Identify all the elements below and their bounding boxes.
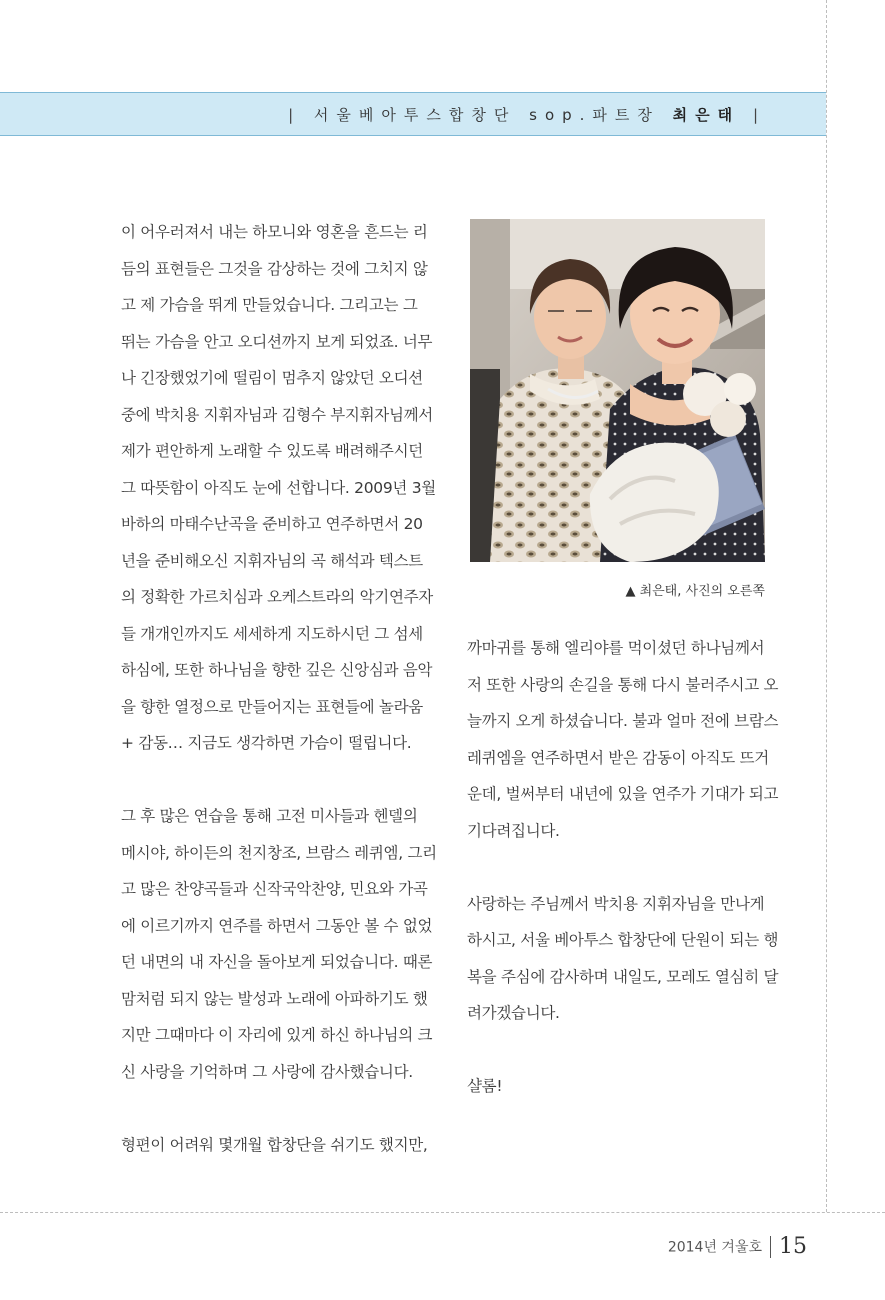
vertical-guide-line — [826, 0, 827, 1212]
header-divider-left: | — [288, 106, 302, 124]
header-role: sop.파트장 — [529, 106, 660, 124]
text-line: 까마귀를 통해 엘리야를 먹이셨던 하나님께서 — [467, 639, 765, 657]
text-line: 들 개개인까지도 세세하게 지도하시던 그 섬세 — [121, 624, 423, 643]
text-line: 뛰는 가슴을 안고 오디션까지 보게 되었죠. 너무 — [121, 332, 433, 351]
header-org: 서울베아투스합창단 — [313, 106, 517, 124]
paragraph-gap — [121, 762, 421, 799]
text-line: 메시야, 하이든의 천지창조, 브람스 레퀴엠, 그리 — [121, 843, 437, 862]
text-line: 하시고, 서울 베아투스 합창단에 단원이 되는 행 — [467, 931, 779, 949]
photo-caption: ▲ 최은태, 사진의 오른쪽 — [625, 584, 765, 599]
text-line: 고 제 가슴을 뛰게 만들었습니다. 그리고는 그 — [121, 296, 418, 314]
text-line: 이 어우러져서 내는 하모니와 영혼을 흔드는 리 — [121, 223, 428, 241]
text-line: 운데, 벌써부터 내년에 있을 연주가 기대가 되고 — [467, 785, 779, 803]
text-line: 바하의 마태수난곡을 준비하고 연주하면서 20 — [121, 515, 423, 533]
issue-label: 2014년 겨울호 — [667, 1239, 762, 1256]
text-line: 맘처럼 되지 않는 발성과 노래에 아파하기도 했 — [121, 989, 428, 1008]
text-line: 신 사랑을 기억하며 그 사랑에 감사했습니다. — [121, 1062, 413, 1081]
text-line: 제가 편안하게 노래할 수 있도록 배려해주시던 — [121, 442, 423, 460]
text-line: 년을 준비해오신 지휘자님의 곡 해석과 텍스트 — [121, 551, 423, 570]
text-line: 듬의 표현들은 그것을 감상하는 것에 그치지 않 — [121, 259, 428, 278]
photo-illustration — [470, 219, 765, 562]
paragraph-gap — [467, 849, 767, 886]
text-line: 에 이르기까지 연주를 하면서 그동안 볼 수 없었 — [121, 916, 433, 935]
text-line: 저 또한 사랑의 손길을 통해 다시 불러주시고 오 — [467, 675, 779, 694]
page-number: 15 — [779, 1234, 807, 1259]
horizontal-guide-line — [0, 1212, 885, 1213]
paragraph-gap — [121, 1090, 421, 1127]
text-line: 레퀴엠을 연주하면서 받은 감동이 아직도 뜨거 — [467, 748, 769, 767]
text-line: 지만 그때마다 이 자리에 있게 하신 하나님의 크 — [121, 1026, 433, 1044]
text-line: 고 많은 찬양곡들과 신작국악찬양, 민요와 가곡 — [121, 880, 428, 898]
header-author: 최은태 — [672, 106, 741, 124]
text-line: 복을 주심에 감사하며 내일도, 모레도 열심히 달 — [467, 967, 779, 986]
text-line: 늘까지 오게 하셨습니다. 불과 얼마 전에 브람스 — [467, 712, 779, 730]
text-line: + 감동… 지금도 생각하면 가슴이 떨립니다. — [121, 734, 412, 752]
article-column-left — [121, 214, 437, 1163]
header-divider-right: | — [752, 106, 766, 124]
text-line: 을 향한 열정으로 만들어지는 표현들에 놀라움 — [121, 697, 423, 716]
article-photo — [470, 219, 765, 562]
text-line: 던 내면의 내 자신을 돌아보게 되었습니다. 때론 — [121, 953, 433, 971]
footer-divider — [770, 1236, 771, 1258]
text-line: 그 따뜻함이 아직도 눈에 선합니다. 2009년 3월 — [121, 478, 436, 497]
text-line: 형편이 어려워 몇개월 합창단을 쉬기도 했지만, — [121, 1135, 428, 1154]
text-line: 기다려집니다. — [467, 821, 560, 840]
article-column-right — [467, 630, 779, 1105]
text-line: 그 후 많은 연습을 통해 고전 미사들과 헨델의 — [121, 807, 418, 825]
text-line: 려가겠습니다. — [467, 1004, 560, 1022]
text-line: 사랑하는 주님께서 박치용 지휘자님을 만나게 — [467, 894, 765, 913]
paragraph-gap — [467, 1032, 767, 1069]
text-line: 샬롬! — [467, 1077, 503, 1095]
header-byline — [288, 104, 766, 125]
page-footer — [668, 1234, 807, 1259]
text-line: 나 긴장했었기에 떨림이 멈추지 않았던 오디션 — [121, 369, 423, 387]
header-banner — [0, 92, 826, 136]
text-line: 중에 박치용 지휘자님과 김형수 부지휘자님께서 — [121, 405, 433, 424]
text-line: 의 정확한 가르치심과 오케스트라의 악기연주자 — [121, 588, 433, 606]
text-line: 하심에, 또한 하나님을 향한 깊은 신앙심과 음악 — [121, 661, 433, 679]
